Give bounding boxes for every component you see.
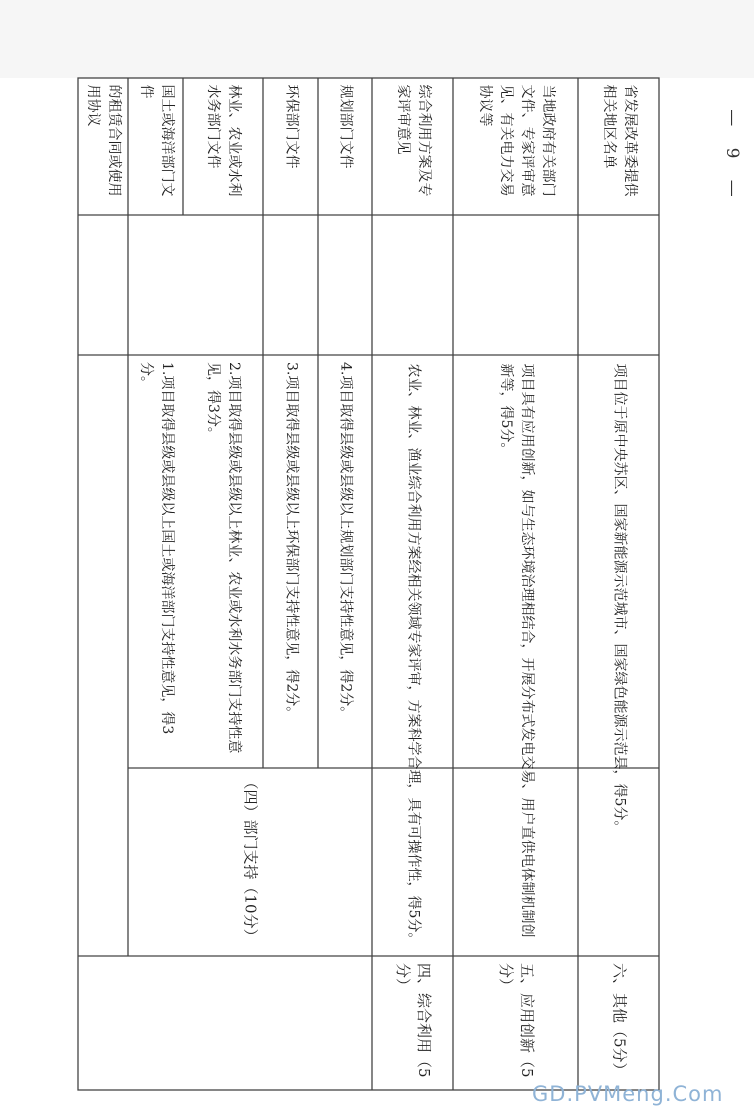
cell-criteria-application-innovation — [453, 355, 578, 956]
cell-category-comprehensive-use — [372, 956, 453, 1090]
cell-category-other — [578, 956, 659, 1090]
category-text: 六、其他（5分） — [610, 963, 628, 1078]
evidence-text: 当地政府有关部门文件、专家评审意见、有关电力交易协议等 — [476, 84, 556, 196]
cell-criteria-comprehensive-use — [372, 355, 453, 956]
page-number-text: — 9 — — [722, 109, 742, 205]
category-text: 四、综合利用（5分） — [393, 963, 433, 1078]
cell-evidence-comprehensive-use — [372, 78, 453, 215]
evidence-text: 省发展改革委提供相关地区名单 — [600, 84, 638, 196]
cell-criteria-2 — [183, 355, 263, 768]
cell-dept-support-sub-item — [128, 768, 372, 956]
cell-evidence-application-innovation — [453, 78, 578, 215]
page-number — [717, 52, 747, 262]
watermark: GD.PVMeng.Com — [532, 1082, 724, 1106]
category-text: 五、应用创新（5分） — [496, 963, 536, 1078]
evidence-text: 规划部门文件 — [337, 84, 354, 168]
cell-evidence-other — [578, 78, 659, 215]
evidence-text: 环保部门文件 — [283, 84, 299, 168]
criteria-text: 2.项目取得县级或县级以上林业、农业或水利水务部门支持性意见，得3分。 — [205, 361, 242, 753]
criteria-text: 农业、林业、渔业综合利用方案经相关领域专家评审，方案科学合理，具有可操作性，得5分。 — [405, 363, 421, 946]
evidence-text: 国土或海洋部门文件 — [137, 84, 175, 196]
cell-evidence-3 — [263, 78, 318, 215]
cell-evidence-1 — [128, 78, 183, 215]
criteria-text: 4.项目取得县级或县级以上规划部门支持性意见，得2分。 — [337, 361, 354, 720]
cell-continued-evidence — [78, 78, 128, 215]
evidence-text: 的租赁合同或使用用协议 — [85, 84, 122, 196]
cell-evidence-2 — [183, 78, 263, 215]
cell-evidence-4 — [318, 78, 372, 215]
cell-category-application-innovation — [453, 956, 578, 1090]
sub-item-text: （四）部门支持（10分） — [241, 774, 260, 944]
criteria-text: 项目位于原中央苏区、国家新能源示范城市、国家绿色能源示范县，得5分。 — [611, 363, 627, 834]
criteria-text: 项目具有应用创新，如与生态环境治理相结合，开展分布式发电交易、用户直供电体制机制创新等，得5分。 — [497, 363, 535, 937]
cell-criteria-1 — [128, 355, 183, 768]
criteria-text: 3.项目取得县级或县级以上环保部门支持性意见，得2分。 — [283, 361, 299, 720]
cell-criteria-4 — [318, 355, 372, 768]
criteria-text: 1.项目取得县级或县级以上国土或海洋部门支持性意见，得3分。 — [137, 361, 175, 734]
cell-criteria-other — [578, 355, 659, 956]
cell-criteria-3 — [263, 355, 318, 768]
evidence-text: 综合利用方案及专家评审意见 — [394, 84, 432, 196]
evidence-text: 林业、农业或水利水务部门文件 — [205, 84, 242, 196]
